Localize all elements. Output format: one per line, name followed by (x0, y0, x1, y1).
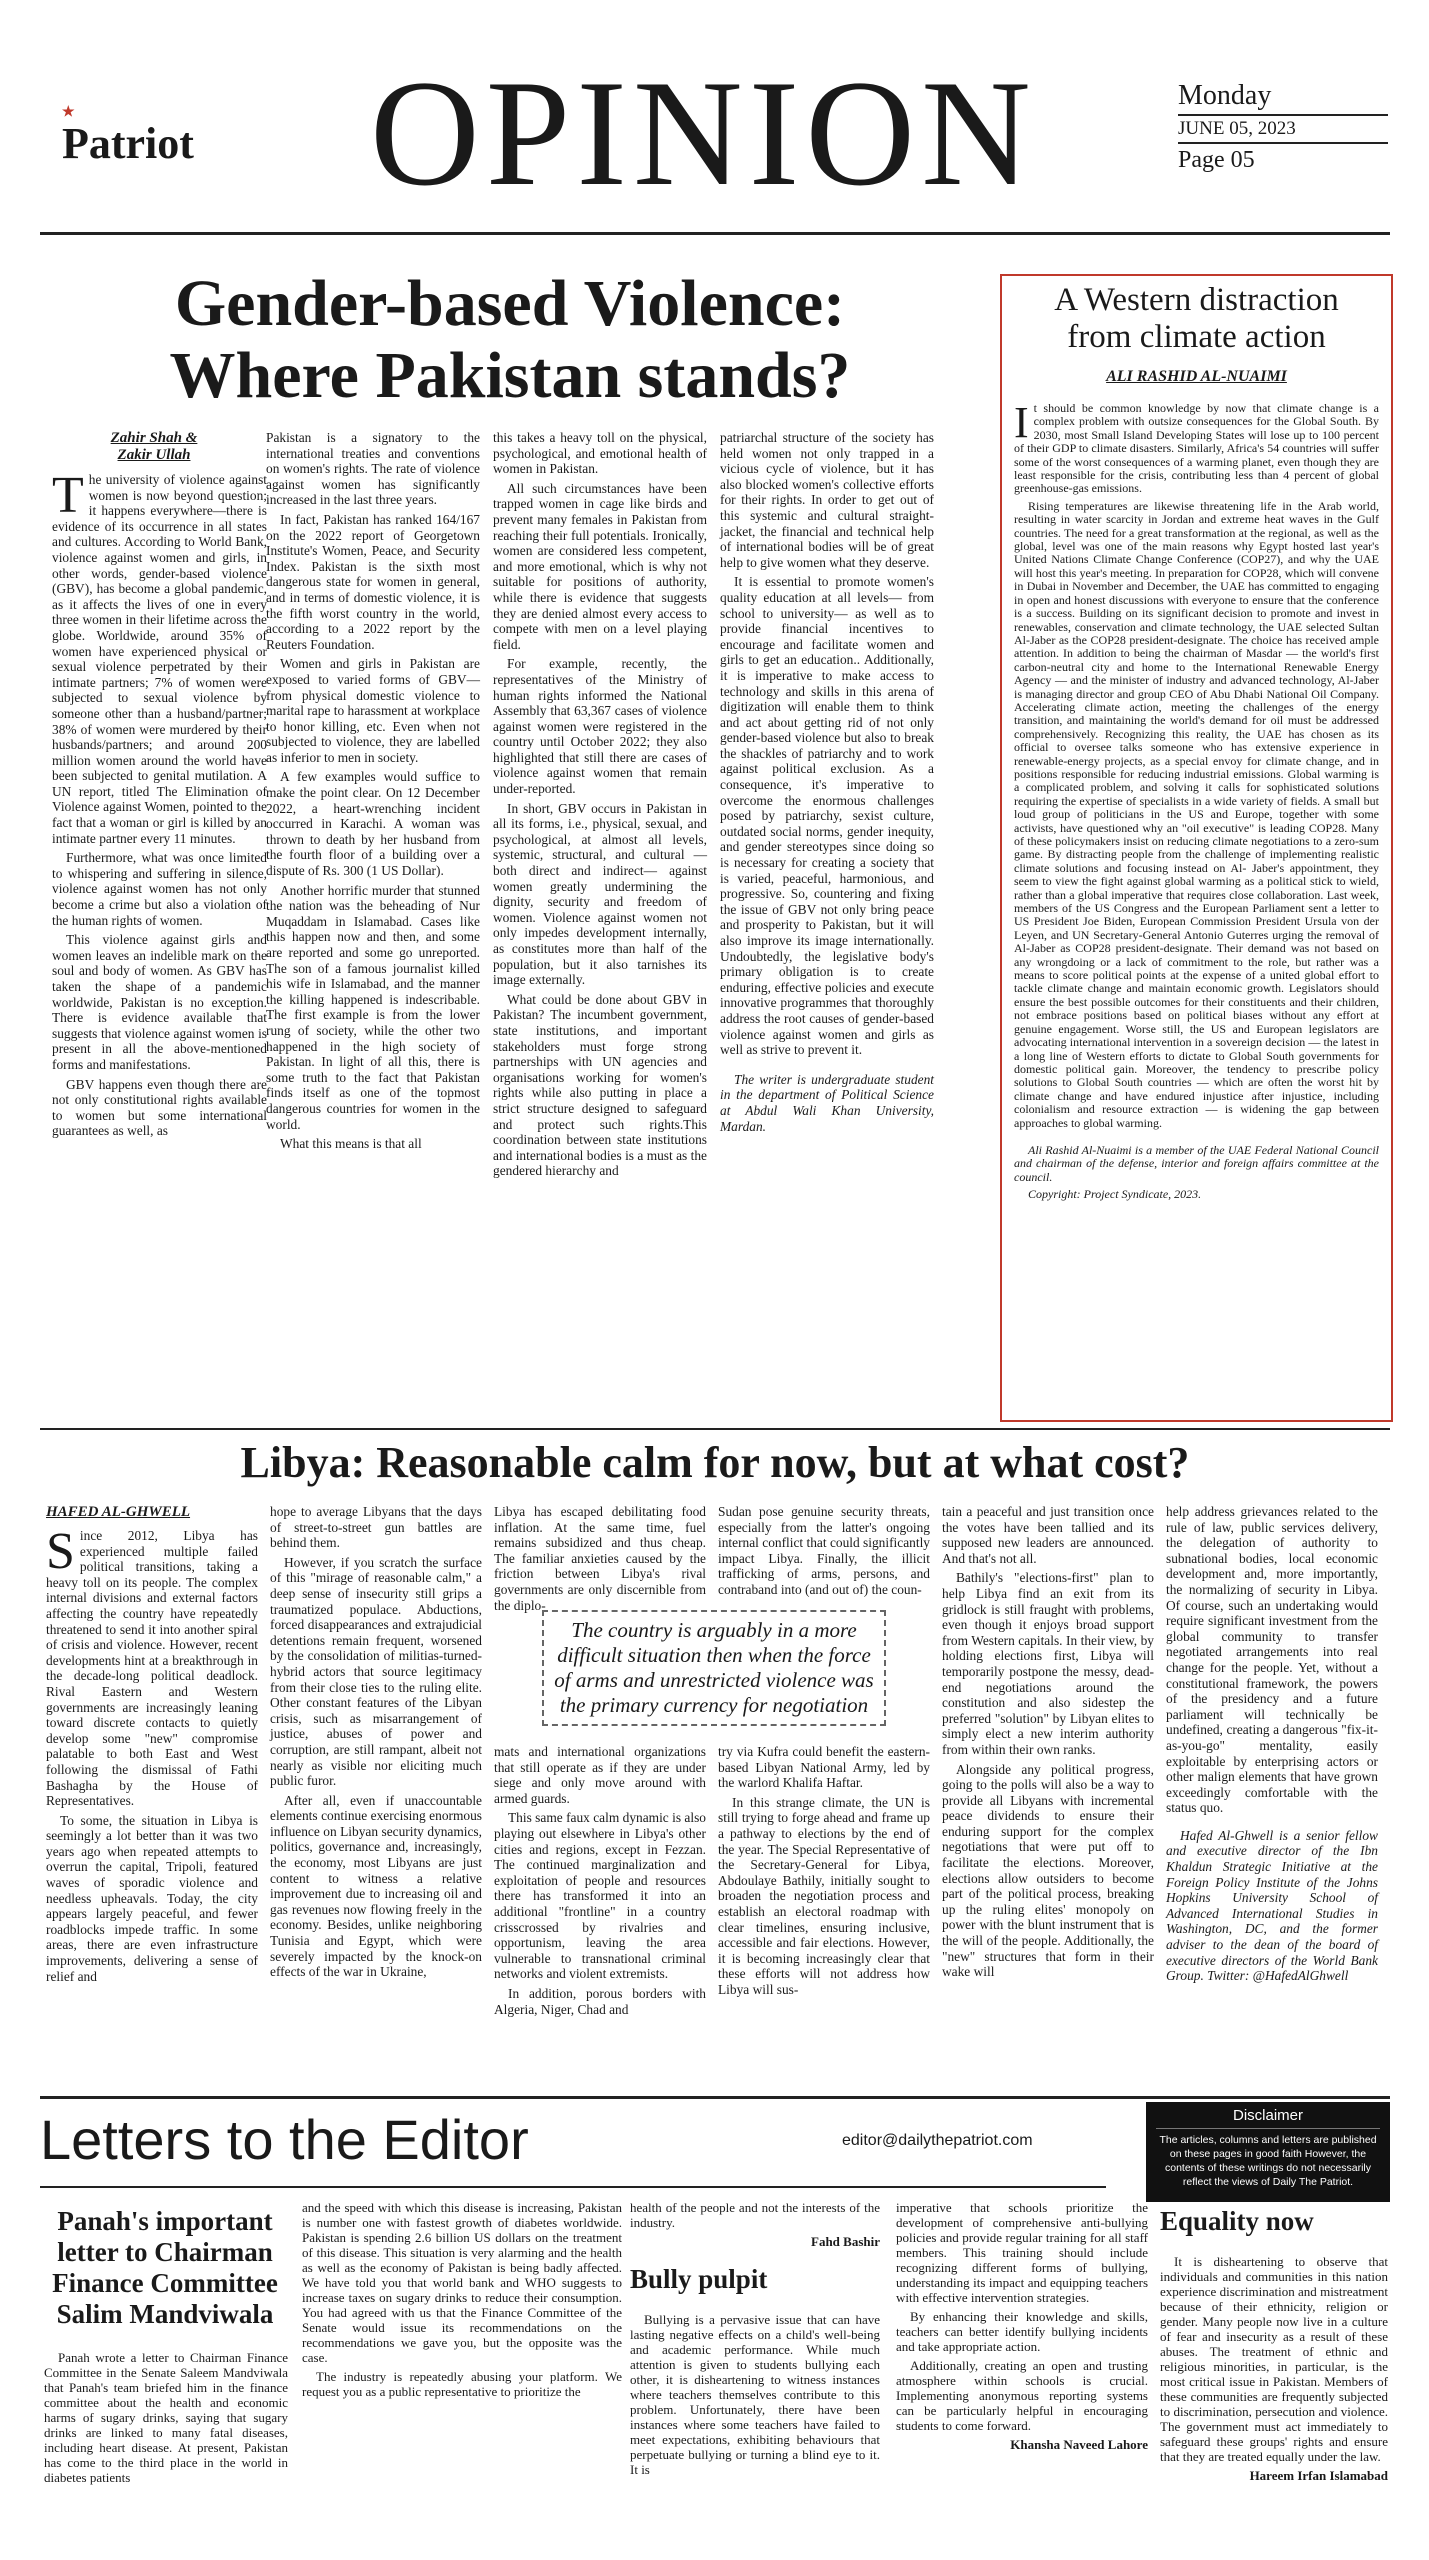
letters-title: Letters to the Editor (40, 2108, 529, 2171)
paragraph: It is disheartening to observe that individuals and communities in this nation experience discrimination and mistreatment because of their ethnicity, religion or gender. Many people now live in a culture of fear and insecurity as a result of these abuses. The treatment of ethnic and religious minorities, in particular, is the most critical issue in Pakistan. Members of these communities are frequently subjected to discrimination, persecution and violence. The government must act immediately to safeguard these groups' rights and ensure that they are treated equally under the law. (1160, 2254, 1388, 2464)
paragraph: In addition, porous borders with Algeria, Niger, Chad and (494, 1985, 706, 2017)
pull-quote: The country is arguably in a more difficult situation then when the force of arms and unrestricted violence was the primary currency for negotiation (542, 1610, 886, 1726)
author-note: Ali Rashid Al-Nuaimi is a member of the UAE Federal National Council and chairman of the defense, interior and foreign affairs committee at the council. (1014, 1142, 1379, 1184)
letter-col-1 (44, 2350, 288, 2489)
article-col-2 (270, 1504, 482, 1984)
paragraph: Rising temperatures are likewise threatening life in the Arab world, resulting in water scarcity in Jordan and extreme heat waves in the Gulf countries. The need for a great transformation at the regional, as well as the global, level was one of the main reasons why Egypt hosted last year's United Nations Climate Change Conference (COP27), and why the UAE will host this year's meeting. In preparation for COP28, which will convene in Dubai in November and December, the UAE has committed to engaging in open and honest discussions with everyone to ensure that the conference is a success. Building on its significant decision to promote and invest in renewables, conservation and climate technology, the UAE selected Sultan Al-Jaber as the COP28 president-designate. The choice has received ample attention. In addition to being the chairman of Masdar — the world's first carbon-neutral city and home to the International Renewable Energy Agency — and the minister of industry and advanced technology, Al-Jaber is managing director and group CEO of Abu Dhabi National Oil Company. Accelerating climate action, meeting the challenges of the energy transition, and maintaining the world's demand for oil must be addressed comprehensively. Recognizing this reality, the UAE has chosen as its official to oversee talks someone who has extensive experience in renewable-energy projects, as a special envoy for climate change, and in positions responsible for reducing industrial emissions. Global warming is a complicated problem, and solving it calls for sophisticated solutions requiring the expertise of specialists in a wide variety of fields. A small but loud group of politicians in the US and Europe, together with some activists, have questioned why an "oil executive" is leading COP28. Many of these policymakers insist on reducing climate negotiations to a zero-sum game. By distracting people from the challenge of implementing realistic climate solutions and focusing instead on Al- Jaber's appointment, they seem to view the fight against global warming as a political stick to wield, rather than a global imperative that requires close collaboration. Last week, members of the US Congress and the European Parliament sent a letter to US President Joe Biden, European Commission President Ursula von der Leyen, and UN Secretary-General Antonio Guterres urging the removal of Al-Jaber as COP28 president-designate. Their demand was not based on any wrongdoing or a lack of commitment to the role, but rather was a means to score political points at the expense of a united global effort to tackle climate change and maintain economic growth. Legislators should ensure the best possible outcomes for their constituents and their children, not embrace positions based on political biases without any effort at genuine engagement. Worse still, the US and European legislators are advocating international intervention in a sovereign decision — the latest in a long line of Western efforts to dictate to Global South governments for domestic political gain. Moreover, the tendency to prescribe policy solutions to Global South countries — which are often the worst hit by climate change and have endured injustice after injustice, including colonialism and resource extraction — is widening the gap between approaches to global warming. (1014, 498, 1379, 1130)
letter-panah-ending (630, 2200, 880, 2253)
paragraph: mats and international organizations that still operate as if they are under siege and only move around with armed guards. (494, 1744, 706, 1806)
paragraph: Furthermore, what was once limited to whispering and suffering in silence, violence against women has not only become a crime but also a violation of the human rights of women. (52, 850, 267, 928)
paragraph: Bullying is a pervasive issue that can have lasting negative effects on a child's well-being and academic performance. While much attention is given to students bullying each other, it is disheartening to witness instances where teachers themselves contribute to this problem. Unfortunately, there have been instances where some teachers have failed to meet expectations, exhibiting behaviours that perpetuate bullying or turning a blind eye to it. It is (630, 2312, 880, 2477)
letter-signature: Fahd Bashir (811, 2234, 880, 2249)
paragraph: This same faux calm dynamic is also playing out elsewhere in Libya's other cities and regions, except in Fezzan. The continued marginalization and exploitation of people and resources there has transformed it into an additional "frontline" in a country crisscrossed by rivalries and opportunism, leaving the area vulnerable to transnational criminal networks and violent extremists. (494, 1810, 706, 1982)
article-byline: ALI RASHID AL-NUAIMI (1106, 368, 1287, 385)
paragraph: hope to average Libyans that the days of street-to-street gun battles are behind them. (270, 1504, 482, 1551)
day: Monday (1178, 80, 1272, 111)
paragraph: Libya has escaped debilitating food inflation. At the same time, fuel remains subsidized and thus cheap. The familiar anxieties caused by the friction between Libya's rival governments are only discernible from the diplo- (494, 1504, 706, 1613)
dropcap: I (1014, 398, 1029, 447)
paragraph: patriarchal structure of the society has held women not only trapped in a vicious cycle of violence, but it has also blocked women's collective efforts for their rights. In order to get out of this systemic and cultural straight-jacket, the financial and technical help of international bodies will be of great help to give women what they deserve. (720, 430, 934, 570)
article-col-3-top (494, 1504, 706, 1617)
article-headline: A Western distraction from climate action (1054, 282, 1339, 355)
logo-text: Patriot (62, 119, 194, 168)
paragraph: try via Kufra could benefit the eastern-based Libyan National Army, led by the warlord Khalifa Haftar. (718, 1744, 930, 1791)
paragraph: It is essential to promote women's quality education at all levels— from school to university— as well as to provide financial incentives to encourage and facilitate women and girls to get an education.. Additionally, it is imperative to make access to technology and skills in this arena of digitization will enable them to think and act about getting rid of not only gender-based violence but also to break the shackles of patriarchy and to work against political exclusion. As a consequence, it's imperative to overcome the enormous challenges posed by patriarchy, sexist culture, outdated social norms, gender inequity, and gender stereotypes since doing so is necessary for creating a society that is varied, peaceful, harmonious, and progressive. So, countering and fixing the issue of GBV not only bring peace and prosperity to Pakistan, but it will also improve its image internationally. Undoubtedly, the legislative body's primary obligation is to create enduring, effective policies and execute innovative programmes that thoroughly address the root causes of gender-based violence against women and girls as well as strive to prevent it. (720, 574, 934, 1058)
article-col-2 (266, 430, 480, 1156)
paragraph: What could be done about GBV in Pakistan? The incumbent government, state institutions, and important stakeholders must forge strong partnerships with UN agencies and organisations working for women's rights while also putting in place a strict structure designed to safeguard and protect such rights.This coordination between state institutions and international bodies is a must as the gendered hierarchy and (493, 991, 707, 1179)
paragraph: In this strange climate, the UN is still trying to forge ahead and frame up a pathway to elections by the end of the year. The Special Representative of the Secretary-General for Libya, Abdoulaye Bathily, initially sought to broaden the negotiation process and establish an electoral roadmap with clear timelines, ensuring inclusive, accessible and fair elections. However, it is becoming increasingly clear that these efforts will not address how Libya will sus- (718, 1794, 930, 1997)
paragraph: Sudan pose genuine security threats, especially from the latter's ongoing internal conflict that could significantly impact Libya. Finally, the illicit trafficking of arms, persons, and contraband into (and out of) the coun- (718, 1504, 930, 1597)
section-rule (40, 1428, 1390, 1430)
letter-signature: Hareem Irfan Islamabad (1249, 2468, 1388, 2483)
disclaimer-box (1146, 2102, 1390, 2202)
article-libya (40, 1432, 1390, 2092)
paragraph: After all, even if unaccountable elements continue exercising enormous influence on Libyan security dynamics, politics, governance and, increasingly, the economy, most Libyans are just content to witness a relative improvement due to increasing oil and gas revenues now flowing freely in the economy. Besides, unlike neighboring Tunisia and Egypt, which were severely impacted by the knock-on effects of the war in Ukraine, (270, 1792, 482, 1980)
paragraph: In short, GBV occurs in Pakistan in all its forms, i.e., physical, sexual, and psychological, at almost all levels, systemic, structural, and cultural —both direct and indirect— against women greatly undermining the dignity, security and freedom of women. Violence against women not only impedes development internally, as constitutes more than half of the population, but it also tarnishes its image externally. (493, 800, 707, 988)
disclaimer-text: The articles, columns and letters are published on these pages in good faith However, the contents of these writings do not necessarily reflect the views of Daily The Patriot. (1159, 2134, 1377, 2188)
article-headline: Libya: Reasonable calm for now, but at what cost? (240, 1438, 1190, 1487)
paragraph: ince 2012, Libya has experienced multiple failed political transitions, taking a heavy toll on its people. The complex internal divisions and external factors affecting the country have repeatedly threatened to send it into another spiral of crisis and violence. However, recent developments hint at a breakthrough in the decade-long political deadlock. Rival Eastern and Western governments are increasingly leaning toward discrete contacts to quietly develop some "new" compromise palatable to both East and West following the dismissal of Fathi Bashagha by the House of Representatives. (46, 1528, 258, 1809)
letter-title: Equality now (1160, 2206, 1314, 2236)
article-byline: Zahir Shah & Zakir Ullah (110, 430, 198, 463)
paragraph: Women and girls in Pakistan are exposed to varied forms of GBV— from physical domestic violence to marital rape to harassment at workplace to honor killing, etc. Even when not subjected to violence, they are labelled as inferior to men in society. (266, 656, 480, 765)
article-headline: Gender-based Violence: Where Pakistan stands? (169, 267, 851, 412)
paragraph: This violence against girls and women leaves an indelible mark on the soul and body of women. As GBV has taken the shape of a pandemic worldwide, Pakistan is no exception. There is evidence available that suggests that violence against women is present in all the above-mentioned forms and manifestations. (52, 932, 267, 1072)
article-col-4-top (718, 1504, 930, 1602)
paragraph: All such circumstances have been trapped women in cage like birds and prevent many females in Pakistan from reaching their full potentials. Ironically, women are considered less competent, and more emotional, which is why not suitable for positions of authority, while there is evidence that suggests they are denied almost every access to compete with men on a level playing field. (493, 480, 707, 652)
dropcap: T (52, 467, 84, 524)
paragraph: health of the people and not the interests of the industry. (630, 2200, 880, 2230)
letter-panah (40, 2200, 630, 2560)
letter-col-5 (1160, 2254, 1388, 2487)
editor-email[interactable]: editor@dailythepatriot.com (842, 2132, 1033, 2149)
page-number: Page 05 (1178, 147, 1255, 173)
masthead (0, 0, 1429, 240)
paragraph: However, if you scratch the surface of this "mirage of reasonable calm," a deep sense of insecurity still grips a traumatized populace. Abductions, forced disappearances and extrajudicial detentions remain frequent, worsened by the consolidation of militias-turned-hybrid actors that source legitimacy from their close ties to the ruling elite. Other constant features of the Libyan crisis, such as misarrangement of justice, abuses of power and corruption, are still rampant, albeit not nearly as visible nor eliciting much public furor. (270, 1554, 482, 1789)
patriot-logo (62, 105, 194, 169)
paragraph: What this means is that all (280, 1136, 422, 1152)
author-note: The writer is undergraduate student in the department of Political Science at Abdul Wali Khan University, Mardan. (720, 1071, 934, 1134)
article-col-5 (942, 1504, 1154, 1984)
dropcap: S (46, 1523, 75, 1580)
letter-signature: Khansha Naveed Lahore (1010, 2437, 1148, 2452)
copyright: Copyright: Project Syndicate, 2023. (1028, 1187, 1202, 1202)
letter-title: Bully pulpit (630, 2264, 768, 2294)
article-byline: HAFED AL-GHWELL (46, 1504, 191, 1520)
letter-col-2 (302, 2200, 622, 2403)
paragraph: Bathily's "elections-first" plan to help Libya find an exit from its gridlock is still fraught with problems, even though it enjoys broad support from Western capitals. In their view, by holding elections first, Libya will temporarily postpone the messy, dead-end negotiations around the constitution and also sidestep the preferred "solution" by Libyan elites to simply elect a new interim authority from within their own ranks. (942, 1570, 1154, 1757)
letter-col-4 (896, 2200, 1148, 2456)
paragraph: GBV happens even though there are not only constitutional rights available to women but some international guarantees as well, as (52, 1076, 267, 1139)
paragraph: this takes a heavy toll on the physical, psychological, and emotional health of women in Pakistan. (493, 430, 707, 477)
article-col-3 (493, 430, 707, 1183)
date-box (1178, 80, 1388, 174)
article-col-1 (46, 1523, 258, 1988)
paragraph: and the speed with which this disease is increasing, Pakistan is number one with fastest growth of diabetes worldwide. Pakistan is spending 2.6 billion US dollars on the treatment of this disease. This situation is very alarming and the health as well as the economy of Pakistan is being badly affected. We have told you that world bank and WHO suggests to increase taxes on sugary drinks to reduce their consumption. You had agreed with us that the Finance Committee of the Senate would issue its recommendations on the recommendations we gave you, but the opposite was the case. (302, 2200, 622, 2365)
paragraph: The industry is repeatedly abusing your platform. We request you as a public representative to prioritize the (302, 2369, 622, 2399)
paragraph: Another horrific murder that stunned the nation was the beheading of Nur Muqaddam in Islamabad. Cases like this happen now and then, and some are reported and some go unreported. The son of a famous journalist killed his wife in Islamabad, and the manner the killing happened is indescribable. The first example is from the lower rung of society, while the other two happened in the high society of Pakistan. In light of all this, there is some truth to the fact that Pakistan finds itself as one of the topmost dangerous countries for women in the world. (266, 882, 480, 1132)
date: JUNE 05, 2023 (1178, 118, 1296, 139)
paragraph: A few examples would suffice to make the point clear. On 12 December 2022, a heart-wrenching incident occurred in Karachi. A woman was thrown to death by her husband from the fourth floor of a building over a dispute of Rs. 300 (1 US Dollar). (266, 769, 480, 879)
disclaimer-title: Disclaimer (1232, 2107, 1303, 2124)
paragraph: t should be common knowledge by now that climate change is a complex problem with outsize consequences for the Global South. By 2030, most Small Island Developing States will lose up to 100 percent of their GDP to climate disasters. Similarly, Africa's 54 countries will suffer some of the worst consequences of a warming planet, even though they are least responsible for the crisis, contributing less than 4 percent of global greenhouse-gas emissions. (1014, 401, 1379, 496)
paragraph: he university of violence against women is now beyond question; it happens everywhere—there is evidence of its occurrence in all states and cultures. According to World Bank, violence against women and girls, in other words, gender-based violence (GBV), has become a global pandemic, as it affects the lives of one in every three women in their lifetime across the globe. Worldwide, around 35% of women have experienced physical or sexual violence perpetrated by their intimate partners; 7% of women were subjected to sexual violence by someone other than a husband/partner; 38% of women were murdered by their husbands/partners; and around 200 million women around the world have been subjected to genital mutilation. A UN report, titled The Elimination of Violence against Women, pointed to the fact that a woman or girl is killed by an intimate partner every 11 minutes. (52, 472, 267, 846)
article-gbv (40, 240, 980, 1420)
paragraph: Panah wrote a letter to Chairman Finance Committee in the Senate Saleem Mandviwala that Panah's team briefed him in the finance committee about the health and economic harms of sugary drinks, saying that sugary drinks are linked to many fatal diseases, including heart disease. At present, Pakistan has come to the third place in the world in diabetes patients (44, 2350, 288, 2485)
author-note: Hafed Al-Ghwell is a senior fellow and executive director of the Ibn Khaldun Strategic Initiative at the Foreign Policy Institute of the Johns Hopkins University School of Advanced International Studies in Washington, DC, and the former adviser to the dean of the board of executive directors of the World Bank Group. Twitter: @HafedAlGhwell (1166, 1827, 1378, 1984)
article-col-3-bottom (494, 1744, 706, 2021)
letters-header (40, 2102, 1390, 2188)
masthead-rule (40, 232, 1390, 235)
section-rule (40, 2186, 1106, 2188)
paragraph: imperative that schools prioritize the development of comprehensive anti-bullying policies and provide regular training for all staff members. This training should include recognizing different forms of bullying, understanding its impact and equipping teachers with effective intervention strategies. (896, 2200, 1148, 2305)
article-col-4-bottom (718, 1744, 930, 2002)
article-climate-box (1000, 274, 1393, 1422)
article-col-4 (720, 430, 934, 1138)
paragraph: Alongside any political progress, going to the polls will also be a way to provide all Libyans with incremental peace dividends to ensure their enduring support for the complex negotiations that were put off to facilitate the elections. Moreover, elections allow outsiders to become part of the political process, breaking up the ruling elites' monopoly on power with the blunt instrument that is the will of the people. Additionally, the "new" structures that form in their wake will (942, 1761, 1154, 1980)
paragraph: By enhancing their knowledge and skills, teachers can better identify bullying incidents and take appropriate action. (896, 2309, 1148, 2354)
logo-star-icon: ★ (62, 105, 75, 120)
article-col-1 (52, 467, 267, 1143)
paragraph: Additionally, creating an open and trusting atmosphere within schools is crucial. Implementing anonymous reporting systems can be particularly helpful in encouraging students to come forward. (896, 2358, 1148, 2433)
article-col-6 (1166, 1504, 1378, 1988)
letter-bully (630, 2200, 1156, 2560)
paragraph: help address grievances related to the rule of law, public services delivery, the delegation of authority to subnational bodies, local economic development and, more importantly, the normalizing of security in Libya. Of course, such an undertaking would require significant investment from the global community to transfer negotiated arrangements into real change for the people. Yet, without a constitutional framework, the powers of the presidency and a future parliament will technically be undefined, creating a dangerous "fix-it-as-you-go" mentality, easily exploitable by enterprising actors or other malign elements that have grown exceedingly comfortable with the status quo. (1166, 1504, 1378, 1816)
letter-col-3 (630, 2312, 880, 2481)
page-title: OPINION (370, 49, 1037, 217)
paragraph: Pakistan is a signatory to the international treaties and conventions on women's rights. The rate of violence against women has significantly increased in the last three years. (266, 430, 480, 508)
article-body (1014, 398, 1379, 1206)
letter-equality (1160, 2200, 1390, 2560)
paragraph: tain a peaceful and just transition once the votes have been tallied and its supposed new leaders are announced. And that's not all. (942, 1504, 1154, 1566)
paragraph: To some, the situation in Libya is seemingly a lot better than it was two years ago when repeated attempts to overrun the capital, Tripoli, featured waves of sporadic violence and needless upheavals. Today, the city appears largely peaceful, and fewer roadblocks impede traffic. In some areas, there are even infrastructure improvements, delivering a sense of relief and (46, 1812, 258, 1984)
paragraph: For example, recently, the representatives of the Ministry of human rights informed the National Assembly that 63,367 cases of violence against women were registered in the country until October 2022; they also highlighted that still there are cases of violence against women that remain under-reported. (493, 656, 707, 797)
paragraph: In fact, Pakistan has ranked 164/167 on the 2022 report of Georgetown Institute's Women, Peace, and Security Index. Pakistan is the sixth most dangerous state for women in general, and in terms of domestic violence, it is the fifth worst country in the world, according to a 2022 report by the Reuters Foundation. (266, 511, 480, 652)
letter-title: Panah's important letter to Chairman Finance Committee Salim Mandviwala (52, 2206, 278, 2329)
section-rule (40, 2096, 1390, 2099)
